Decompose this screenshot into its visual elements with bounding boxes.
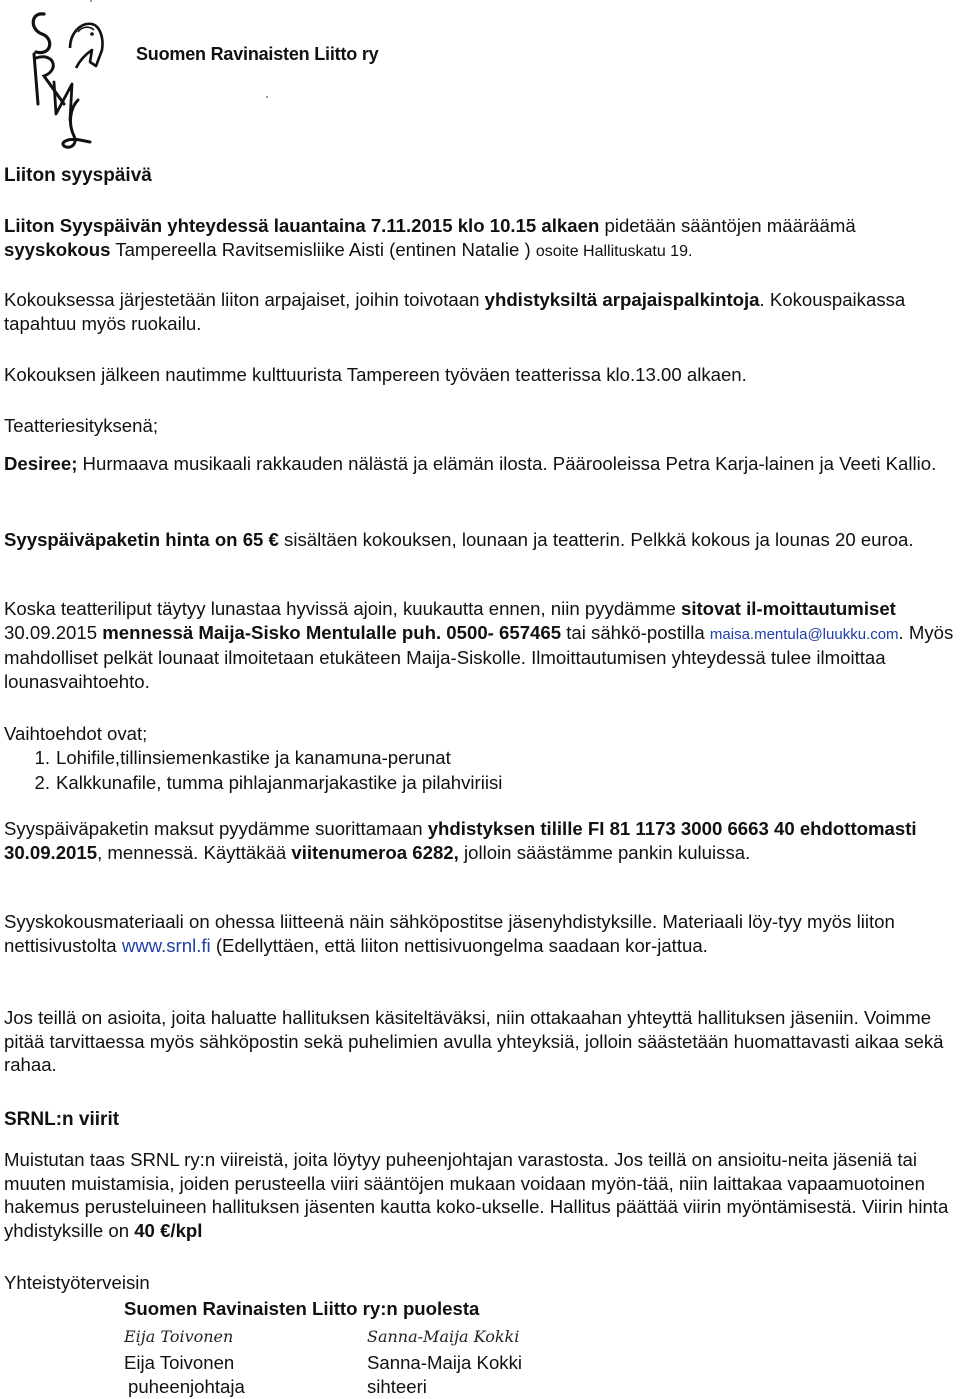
text: jolloin säästämme pankin kuluissa. — [458, 841, 751, 863]
list-item — [4, 771, 502, 795]
text: pidetään sääntöjen määräämä — [599, 215, 856, 236]
emphasis: sitovat il-moittautumiset — [680, 598, 896, 619]
options-title: Vaihtoehdot ovat; — [4, 723, 148, 744]
price-unit: /kpl — [170, 1219, 203, 1241]
euro-sign: € — [160, 1219, 171, 1241]
reference: viitenumeroa 6282, — [291, 841, 459, 863]
org-name: Suomen Ravinaisten Liitto ry — [136, 44, 379, 64]
paragraph-price — [4, 528, 954, 552]
scan-dot — [90, 0, 92, 2]
euro-sign: € — [268, 529, 279, 550]
paragraph-registration — [4, 597, 954, 693]
closing: Yhteistyöterveisin — [4, 1272, 150, 1293]
text: . Kokouspaikassa tapahtuu myös ruokailu. — [4, 289, 906, 334]
list-text: Kalkkunafile, tumma pihlajanmarjakastike ja pilahviriisi — [56, 772, 503, 793]
text: Kokouksessa järjestetään liiton arpajaiset, joihin toivotaan — [4, 289, 485, 310]
signer-name: Eija Toivonen — [124, 1352, 235, 1373]
text: , mennessä. Käyttäkää — [97, 841, 292, 863]
text: (Edellyttäen, että liiton nettisivuongelma saadaan kor-jattua. — [210, 934, 708, 956]
text: Koska teatteriliput täytyy lunastaa hyvissä ajoin, kuukautta ennen, niin pyydämme — [4, 598, 681, 619]
scan-dot — [266, 96, 268, 98]
list-item — [4, 746, 451, 770]
paragraph-materials — [4, 910, 954, 957]
signature-org: Suomen Ravinaisten Liitto ry:n puolesta — [124, 1298, 480, 1319]
text: . Myös mahdolliset pelkät lounaat ilmoitetaan etukäteen Maija-Siskolle. Ilmoittautumisen yhteydessä tulee ilmoittaa lounasvaihtoehto. — [4, 621, 954, 692]
website-link[interactable]: www.srnl.fi — [121, 934, 211, 956]
text: Muistutan taas SRNL ry:n viireistä, joita löytyy puheenjohtajan varastosta. Jos teillä on ansioitu-neita jäseniä tai muuten muistamisia, joiden perusteella viiri sääntöjen mukaan voidaan myön-tää, niin laittakaa vapaamuotoinen hakemus perusteluineen hallituksen jäsenten kautta koko-ukselle. Hallitus päättää viirin myöntämisestä. Viirin hinta yhdistyksille on — [4, 1149, 949, 1241]
meeting-date: Liiton Syyspäivän yhteydessä lauantaina 7.11.2015 klo 10.15 alkaen — [4, 215, 600, 236]
text: tai sähkö-postilla — [561, 621, 710, 643]
paragraph-meeting-info — [4, 214, 954, 263]
signer-name: Sanna-Maija Kokki — [367, 1352, 523, 1373]
paragraph-contact-board: Jos teillä on asioita, joita haluatte hallituksen käsiteltäväksi, niin ottakaahan yhteyttä hallituksen jäseniin. Voimme pitää tarvittaessa myös sähköpostin sekä puhelimien avulla yhteyksiä, jolloin säästetään huomattavasti aikaa sekä rahaa. — [4, 1007, 944, 1075]
paragraph-pennants — [4, 1148, 954, 1242]
address: osoite Hallituskatu 19. — [535, 242, 693, 260]
signature: Sanna-Maija Kokki — [367, 1327, 520, 1346]
logo-emblem — [20, 4, 120, 152]
paragraph-performance-label: Teatteriesityksenä; — [4, 415, 158, 436]
list-text: Lohifile,tillinsiemenkastike ja kanamuna-perunat — [56, 747, 451, 768]
price: 40 — [134, 1219, 161, 1241]
signer-role: puheenjohtaja — [128, 1376, 245, 1397]
contact: mennessä Maija-Sisko Mentulalle puh. 0500- 657465 — [102, 621, 562, 643]
section-title: SRNL:n viirit — [4, 1109, 120, 1130]
show-name: Desiree; — [4, 453, 78, 474]
paragraph-lottery — [4, 288, 954, 335]
paragraph-theatre: Kokouksen jälkeen nautimme kulttuurista Tampereen työväen teatterissa klo.13.00 alkaen. — [4, 364, 747, 385]
emphasis: yhdistyksiltä arpajaispalkintoja — [484, 289, 760, 310]
text: Hurmaava musikaali rakkauden nälästä ja elämän ilosta. Päärooleissa Petra Karja-lainen ja Veeti Kallio. — [77, 453, 937, 474]
account-info: yhdistyksen tilille FI 81 1173 3000 6663 40 ehdottomasti 30.09.2015 — [4, 818, 917, 863]
signature: Eija Toivonen — [124, 1327, 234, 1346]
text: sisältäen kokouksen, lounaan ja teatterin. Pelkkä kokous ja lounas 20 euroa. — [278, 529, 914, 550]
price-label: Syyspäiväpaketin hinta on 65 — [4, 529, 269, 550]
meeting-type: syyskokous — [4, 238, 111, 260]
paragraph-desiree — [4, 452, 954, 476]
paragraph-payment — [4, 817, 954, 864]
text: Tampereella Ravitsemisliike Aisti (entinen Natalie ) — [110, 238, 536, 260]
list-number: 1. — [34, 747, 50, 768]
text: Syyspäiväpaketin maksut pyydämme suorittamaan — [4, 818, 428, 839]
email-link[interactable]: maisa.mentula@luukku.com — [709, 625, 899, 643]
list-number: 2. — [34, 772, 50, 793]
text: Syyskokousmateriaali on ohessa liitteenä näin sähköpostitse jäsenyhdistyksille. Materiaali löy-tyy myös liiton nettisivustolta — [4, 911, 895, 956]
page-title: Liiton syyspäivä — [4, 165, 152, 186]
signer-role: sihteeri — [367, 1376, 427, 1397]
text: 30.09.2015 — [4, 621, 103, 643]
